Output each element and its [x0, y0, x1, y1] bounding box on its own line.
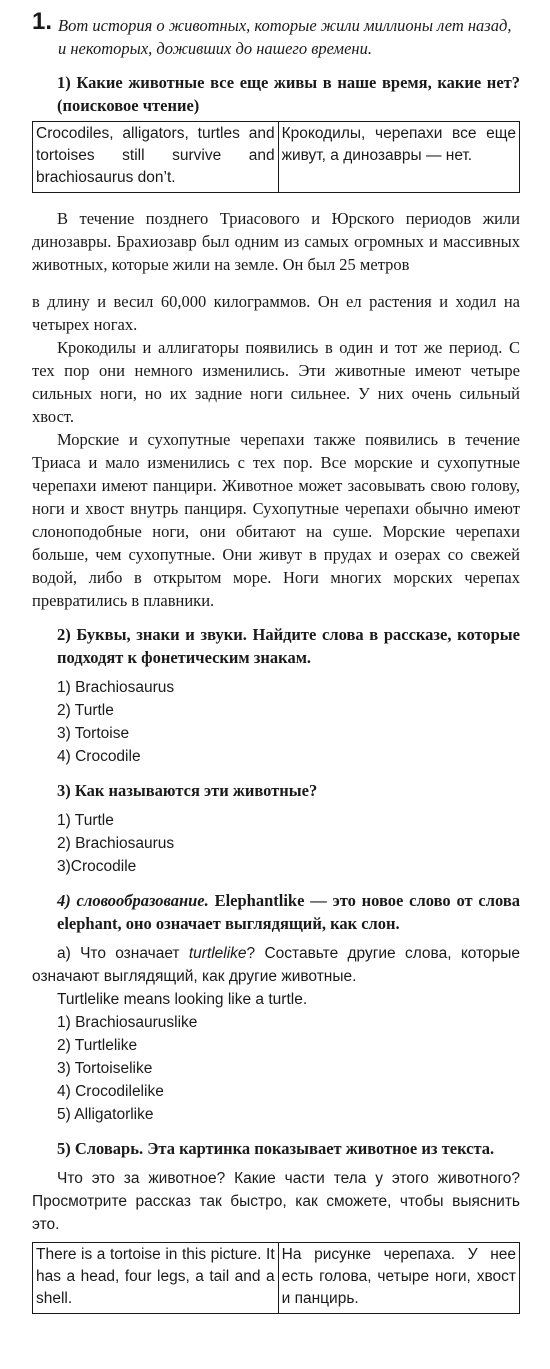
- list-item: 2) Brachiosaurus: [57, 835, 175, 852]
- list-item: 1) Brachiosauruslike: [57, 1014, 198, 1031]
- task-5: Что это за животное? Какие части тела у этого животного? Просмотрите рассказ так быстро, как сможете, чтобы выяснить это.: [32, 1170, 520, 1233]
- question-4-rest: Elephantlike — это новое слово от слова elephant, оно означает выглядящий, как слон.: [57, 891, 520, 933]
- story-paragraph-1-continued: в длину и весил 60,000 килограммов. Он ел растения и ходил на четырех ногах.: [32, 292, 520, 334]
- list-item: 1) Turtle: [57, 812, 114, 829]
- story-paragraph-2: Крокодилы и аллигаторы появились в один и тот же период. С тех пор они немного изменились. Эти животные имеют четыре сильных ноги, но их задние ноги сильнее. У них очень сильный хвост.: [32, 338, 520, 426]
- answer-5-russian: На рисунке черепаха. У нее есть голова, четыре ноги, хвост и панцирь.: [278, 1243, 519, 1314]
- list-item: 2) Turtle: [57, 702, 114, 719]
- list-item: 4) Crocodile: [57, 748, 141, 765]
- answer-1-english: Crocodiles, alligators, turtles and tortoises still survive and brachiosaurus don’t.: [33, 122, 279, 193]
- task-4a-word: turtlelike: [188, 945, 247, 962]
- list-item: 1) Brachiosaurus: [57, 679, 175, 696]
- task-intro: Вот история о животных, которые жили миллионы лет назад, и некоторых, доживших до нашего времени.: [58, 16, 512, 58]
- list-item: 3) Tortoiselike: [57, 1060, 153, 1077]
- list-item: 3)Crocodile: [57, 858, 137, 875]
- task-heading: [32, 8, 520, 60]
- task-4a-prefix: а) Что означает: [57, 945, 189, 962]
- answer-1-russian: Крокодилы, черепахи все еще живут, а динозавры — нет.: [278, 122, 519, 193]
- task-4a: [32, 942, 520, 988]
- answer-4-sentence: Turtlelike means looking like a turtle.: [57, 991, 308, 1008]
- list-item: 2) Turtlelike: [57, 1037, 138, 1054]
- answer-list-4: [32, 1011, 520, 1126]
- answer-5-english: There is a tortoise in this picture. It has a head, four legs, a tail and a shell.: [33, 1243, 279, 1314]
- answer-list-3: [32, 809, 520, 878]
- question-4: [32, 889, 520, 935]
- task-number: 1.: [32, 8, 53, 35]
- question-2: 2) Буквы, знаки и звуки. Найдите слова в рассказе, которые подходят к фонетическим знакам.: [57, 625, 520, 667]
- question-5: 5) Словарь. Эта картинка показывает животное из текста.: [57, 1139, 495, 1158]
- list-item: 5) Alligatorlike: [57, 1106, 154, 1123]
- task-4a-suffix: ? Составьте другие слова, которые означают выглядящий, как другие животные.: [32, 945, 520, 985]
- story-paragraph-1: В течение позднего Триасового и Юрского периодов жили динозавры. Брахиозавр был одним из самых огромных и массивных животных, которые жили на земле. Он был 25 метров: [32, 209, 520, 274]
- answer-list-2: [32, 676, 520, 768]
- question-3: 3) Как называются эти животные?: [57, 781, 318, 800]
- answer-table-5: [32, 1242, 520, 1314]
- question-1: 1) Какие животные все еще живы в наше время, какие нет? (поисковое чтение): [57, 73, 520, 115]
- list-item: 3) Tortoise: [57, 725, 130, 742]
- answer-table-1: [32, 121, 520, 193]
- question-4-lead: 4) словообразование.: [57, 891, 209, 910]
- list-item: 4) Crocodilelike: [57, 1083, 164, 1100]
- story-paragraph-3: Морские и сухопутные черепахи также появились в течение Триаса и мало изменились с тех пор. Все морские и сухопутные черепахи имеют панцири. Животное может засовывать свою голову, ноги и хвост внутрь панциря. Сухопутные черепахи обычно имеют слоноподобные ноги, они обитают на суше. Морские черепахи больше, чем сухопутные. Они живут в прудах и озерах со свежей водой, либо в открытом море. Ноги многих морских черепах превратились в плавники.: [32, 430, 520, 610]
